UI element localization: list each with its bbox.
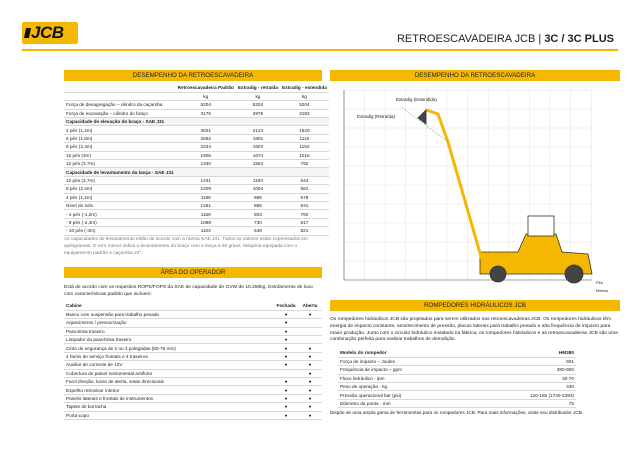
table-cell: Pressão operacional bar (psi): [338, 391, 476, 399]
column-header: Extradig - retraída: [237, 85, 278, 91]
closed-cab-mark: ●: [274, 319, 298, 327]
column-header: HM380: [476, 349, 576, 357]
table-cell: 2652: [176, 134, 236, 142]
subheader-row: [64, 168, 329, 176]
open-cab-mark: ●: [298, 378, 322, 386]
table-row: [64, 403, 322, 411]
table-cell: Capacidade de elevação do braço - SAE J31: [64, 118, 176, 126]
table-cell: 760: [280, 210, 329, 218]
feature-label: Porta-copo: [64, 411, 274, 419]
table-row: [64, 310, 322, 318]
table-cell: [280, 118, 329, 126]
table-cell: Diâmetro da ponta - mm: [338, 399, 476, 407]
table-row: [64, 327, 322, 335]
table-cell: - 8 pés (-2,4m): [64, 218, 176, 226]
backhoe-reach-diagram: [330, 84, 620, 298]
table-cell: 120-165 (1740-2393): [476, 391, 576, 399]
table-cell: [236, 168, 280, 176]
table-row: [64, 160, 329, 168]
table-cell: 1103: [176, 227, 236, 235]
unit-cell: [64, 92, 176, 100]
open-cab-mark: ●: [298, 386, 322, 394]
table-row: [64, 210, 329, 218]
table-cell: 1198: [176, 193, 236, 201]
table-cell: 330: [476, 383, 576, 391]
table-cell: [280, 168, 329, 176]
column-header: Cabine: [64, 302, 274, 310]
open-cab-mark: ●: [298, 411, 322, 419]
table-cell: [176, 168, 236, 176]
open-cab-mark: ●: [298, 403, 322, 411]
feature-label: Auxiliar de corrente de 12V: [64, 361, 274, 369]
closed-cab-mark: ●: [274, 394, 298, 402]
open-cab-mark: ●: [298, 352, 322, 360]
table-row: [64, 185, 329, 193]
table-cell: 817: [280, 218, 329, 226]
table-cell: Fluxo hidráulico - lpm: [338, 374, 476, 382]
table-cell: Nível do solo: [64, 201, 176, 209]
closed-cab-mark: ●: [274, 386, 298, 394]
operator-intro: Está de acordo com os requisitos ROPS/FOPS da SAE de capacidade de GVW de 10.250kg. Estofamento de luxo com características padrão que incluem:: [64, 285, 313, 297]
table-cell: 12 pés (3,7m): [64, 160, 176, 168]
table-cell: 989: [236, 193, 280, 201]
table-cell: Força de desagregação – cilindro da caçamba: [64, 101, 176, 109]
hammer-section-title: ROMPEDORES HIDRÁULICOS JCB: [330, 300, 620, 311]
closed-cab-mark: ●: [274, 352, 298, 360]
table-cell: 3021: [176, 126, 236, 134]
table-cell: 1820: [280, 126, 329, 134]
column-header: Fechada: [274, 302, 298, 310]
operator-section-title: ÁREA DO OPERADOR: [64, 267, 322, 278]
table-cell: 578: [280, 193, 329, 201]
table-row: [64, 369, 322, 377]
backhoe-machine: [400, 106, 592, 283]
table-row: [64, 134, 329, 142]
page-header: [0, 0, 638, 72]
table-cell: 2979: [236, 109, 280, 117]
table-cell: 380-900: [476, 366, 576, 374]
table-cell: Força de escavação – cilindro do braço: [64, 109, 176, 117]
table-cell: 3176: [176, 109, 236, 117]
table-cell: 1431: [176, 176, 236, 184]
table-row: [64, 394, 322, 402]
table-cell: 1159: [176, 210, 236, 218]
header-rule: [22, 49, 618, 51]
hammer-footnote: Dispõe de uma ampla gama de ferramentas para os rompedores JCB. Para mais informações, visite seu distribuidor JCB.: [330, 410, 584, 415]
hammer-intro: Os rompedores hidráulicos JCB são projetados para serem utilizados nas retroescavadeiras JCB. Os rompedores hidráulicos têm energia de impacto constante, amortecimento de pressão, placas laterais para trabalho pesado e alta frequência de impacto para maior produção. Junto com o circuito hidráulico instalado na fábrica, os rompedores hidráulicos e as retroescavadeiras JCB são uma combinação perfeita para realizar trabalhos de demolição.: [330, 317, 618, 343]
table-cell: 649: [236, 227, 280, 235]
closed-cab-mark: ●: [274, 327, 298, 335]
table-cell: Capacidade de levantamento da lança - SAE J31: [66, 169, 174, 175]
jcb-logo: JCB: [22, 22, 78, 44]
closed-cab-mark: [274, 369, 298, 377]
feature-label: Farol direção, luzes de alerta, setas direcionais: [64, 378, 274, 386]
table-row: [338, 383, 576, 391]
table-cell: 5204: [236, 101, 280, 109]
closed-cab-mark: ●: [274, 403, 298, 411]
table-cell: 4 pés (1,2m): [64, 193, 176, 201]
feature-label: Espelho retrovisor interior: [64, 386, 274, 394]
table-row: [338, 366, 576, 374]
table-cell: 821: [280, 227, 329, 235]
table-row: [64, 176, 329, 184]
open-cab-mark: ●: [298, 310, 322, 318]
unit-cell: kg: [280, 92, 329, 100]
axis-unit-feet: Pés: [596, 280, 603, 285]
table-cell: 1116: [280, 134, 329, 142]
feature-label: Aquecimento / pressurização: [64, 319, 274, 327]
column-header: Modelo do rompedor: [338, 349, 476, 357]
table-row: [64, 218, 329, 226]
column-header: Retroescavadeira Padrão: [177, 85, 234, 91]
table-cell: 581: [280, 185, 329, 193]
table-cell: 2123: [236, 126, 280, 134]
table-cell: 885: [236, 201, 280, 209]
table-row: [64, 319, 322, 327]
subheader-row: [64, 118, 329, 126]
feature-label: Tapete de borracha: [64, 403, 274, 411]
table-cell: 2244: [176, 143, 236, 151]
column-header: [64, 84, 176, 92]
table-row: [338, 374, 576, 382]
table-cell: 12 pés (3,7m): [64, 176, 176, 184]
unit-cell: kg: [176, 92, 236, 100]
feature-label: Cobertura do painel instrumental antifurto: [64, 369, 274, 377]
table-cell: 8 pés (2,4m): [64, 185, 176, 193]
table-row: [338, 357, 576, 365]
diagram-section-title: DESEMPENHO DA RETROESCAVADEIRA: [330, 70, 620, 81]
table-cell: 1906: [176, 151, 236, 159]
table-cell: Força de impacto – Joules: [338, 357, 476, 365]
closed-cab-mark: ●: [274, 310, 298, 318]
operator-features-table: [64, 302, 322, 420]
table-row: [64, 352, 322, 360]
closed-cab-mark: ●: [274, 344, 298, 352]
closed-cab-mark: ●: [274, 336, 298, 344]
table-cell: 1261: [176, 201, 236, 209]
table-cell: [236, 118, 280, 126]
closed-cab-mark: ●: [274, 361, 298, 369]
table-cell: 1098: [176, 218, 236, 226]
unit-cell: kg: [236, 92, 280, 100]
table-cell: [176, 118, 236, 126]
closed-cab-mark: ●: [274, 378, 298, 386]
table-cell: - 4 pés (-1,2m): [64, 210, 176, 218]
table-cell: 1603: [236, 143, 280, 151]
table-cell: 75: [476, 399, 576, 407]
table-row: [64, 361, 322, 369]
table-cell: 5204: [280, 101, 329, 109]
open-cab-mark: ●: [298, 361, 322, 369]
column-header: Aberta: [298, 302, 322, 310]
table-cell: Peso de operação - kg: [338, 383, 476, 391]
table-cell: 1801: [236, 134, 280, 142]
table-cell: 901: [476, 357, 576, 365]
table-cell: 1016: [280, 151, 329, 159]
performance-table: [64, 84, 329, 236]
label-extradig-extended: Extradig (Estendida): [396, 97, 437, 102]
label-extradig-retracted: Extradig (Retraída): [357, 114, 396, 119]
table-row: [64, 126, 329, 134]
open-cab-mark: ●: [298, 344, 322, 352]
open-cab-mark: [298, 336, 322, 344]
table-row: [64, 101, 329, 109]
table-cell: 1193: [236, 176, 280, 184]
feature-label: Banco com suspensão para trabalho pesado: [64, 310, 274, 318]
table-cell: 1340: [176, 160, 236, 168]
table-cell: 30-70: [476, 374, 576, 382]
table-row: [338, 391, 576, 399]
table-row: [338, 399, 576, 407]
feature-label: 4 faróis de serviço frontais e 4 traseiros: [64, 352, 274, 360]
feature-label: Para-brisa traseiro: [64, 327, 274, 335]
table-cell: 730: [236, 218, 280, 226]
table-cell: 644: [280, 176, 329, 184]
table-cell: 8 pés (2,4m): [64, 143, 176, 151]
table-row: [64, 151, 329, 159]
open-cab-mark: ●: [298, 369, 322, 377]
table-row: [64, 227, 329, 235]
table-cell: 1209: [176, 185, 236, 193]
table-row: [64, 193, 329, 201]
table-cell: 1674: [236, 151, 280, 159]
performance-section-title: DESEMPENHO DA RETROESCAVADEIRA: [64, 70, 322, 81]
column-header: Extradig - estendida: [282, 85, 327, 91]
table-row: [64, 336, 322, 344]
axis-unit-meters: Metros: [596, 288, 609, 293]
table-row: [64, 378, 322, 386]
table-row: [64, 143, 329, 151]
table-cell: 10 pés (3m): [64, 151, 176, 159]
table-cell: 803: [236, 210, 280, 218]
feature-label: Limpador do para-brisa traseiro: [64, 336, 274, 344]
table-row: [64, 201, 329, 209]
closed-cab-mark: ●: [274, 411, 298, 419]
open-cab-mark: [298, 319, 322, 327]
table-cell: 6 pés (1,8m): [64, 134, 176, 142]
table-cell: 1563: [236, 160, 280, 168]
table-cell: - 10 pés (-3m): [64, 227, 176, 235]
table-row: [64, 109, 329, 117]
table-cell: 4 pés (1,2m): [64, 126, 176, 134]
feature-label: Cinto de segurança de 2 ou 3 polegadas (50-75 mm): [64, 344, 274, 352]
open-cab-mark: [298, 327, 322, 335]
open-cab-mark: ●: [298, 394, 322, 402]
table-cell: 2182: [280, 109, 329, 117]
feature-label: Painéis laterais e frontais de instrumentos: [64, 394, 274, 402]
table-cell: Frequência de impacto – gpm: [338, 366, 476, 374]
table-row: [64, 411, 322, 419]
table-cell: 5204: [176, 101, 236, 109]
performance-note: As capacidades de levantamento estão de acordo com a norma SAE J31. Todos os valores estão expressados em quilogramas. O erro menor indica o levantamento do braço com a lança a 60 graus. Máquina equipada com o equipamento padrão e caçamba 24”.: [64, 237, 308, 256]
table-row: [64, 386, 322, 394]
table-cell: 1152: [280, 143, 329, 151]
document-title: RETROESCAVADEIRA JCB | 3C / 3C PLUS: [396, 33, 614, 45]
table-cell: 631: [280, 201, 329, 209]
table-row: [64, 344, 322, 352]
hammer-spec-table: [338, 349, 576, 408]
table-cell: 1004: [236, 185, 280, 193]
table-cell: 792: [280, 160, 329, 168]
